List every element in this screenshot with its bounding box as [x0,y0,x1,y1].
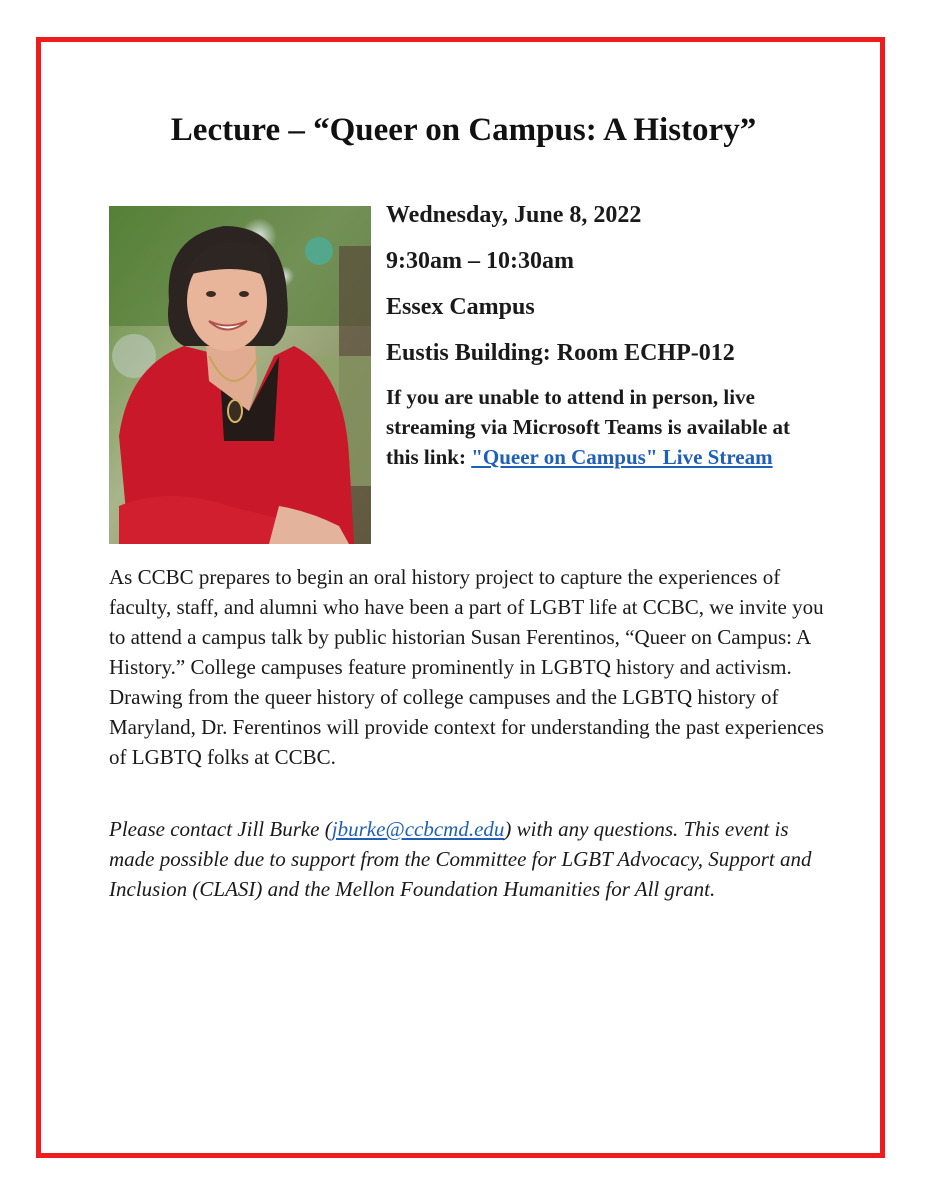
contact-text-after: ) with any questions. This event is made possible due to support from the Committee for LGBT Advocacy, Support and Inclusion (CLASI) and the Mellon Foundation Humanities for All grant. [109,817,812,901]
event-time: 9:30am – 10:30am [386,248,574,274]
contact-note [109,814,829,904]
event-details [386,200,826,472]
live-stream-text: If you are unable to attend in person, live streaming via Microsoft Teams is available at this link: [386,385,791,469]
event-room: Eustis Building: Room ECHP-012 [386,340,735,366]
live-stream-note [386,382,826,472]
contact-text-before: Please contact Jill Burke ( [109,817,332,841]
contact-email-link[interactable]: jburke@ccbcmd.edu [331,817,505,841]
event-description: As CCBC prepares to begin an oral history project to capture the experiences of faculty, staff, and alumni who have been a part of LGBT life at CCBC, we invite you to attend a campus talk by public historian Susan Ferentinos, “Queer on Campus: A History.” College campuses feature prominently in LGBTQ history and activism. Drawing from the queer history of college campuses and the LGBTQ history of Maryland, Dr. Ferentinos will provide context for understanding the past experiences of LGBTQ folks at CCBC. [109,565,824,769]
event-date: Wednesday, June 8, 2022 [386,202,642,228]
speaker-photo [109,206,371,544]
live-stream-link[interactable]: "Queer on Campus" Live Stream [471,445,773,469]
event-campus: Essex Campus [386,294,535,320]
lecture-title: Lecture – “Queer on Campus: A History” [170,112,757,148]
